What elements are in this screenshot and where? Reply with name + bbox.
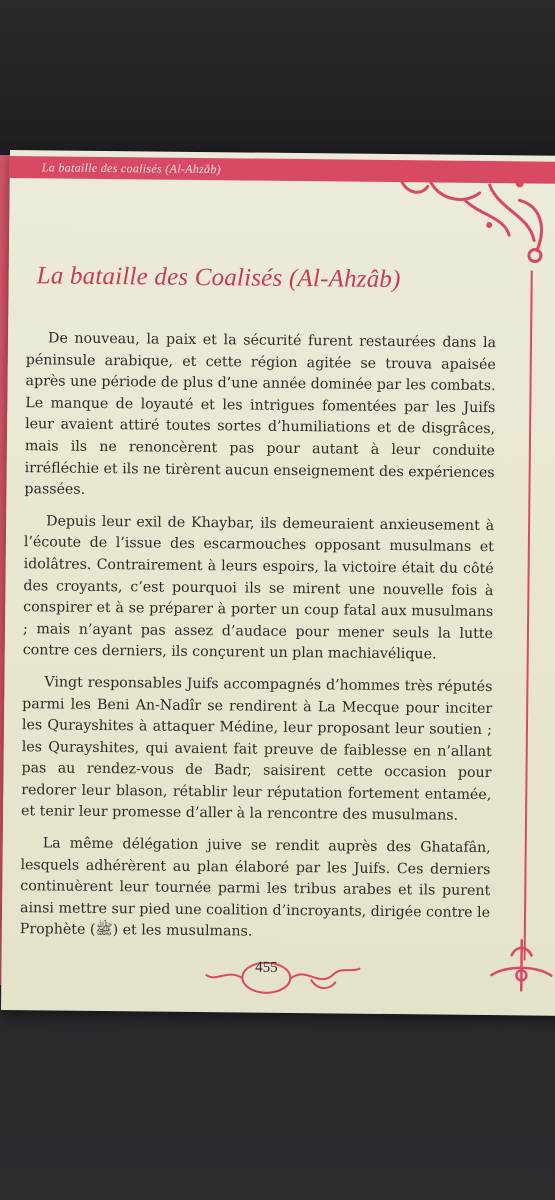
paragraph: La même délégation juive se rendit auprès des Ghatafân, lesquels adhérèrent au plan élaboré par les Juifs. Ces derniers continuèrent leur tournée parmi les tribus arabes et ils purent ainsi mettre sur pied une coalition d’incroyants, dirigée contre le Prophète (ﷺ) et les musulmans. xyxy=(19,835,491,941)
book-page xyxy=(1,150,555,1016)
paragraph: Vingt responsables Juifs accompagnés d’hommes très réputés parmi les Beni An-Nadîr se rendirent à La Mecque pour inciter les Qurayshites à attaquer Médine, leur proposant leur soutien ; les Qurayshites, qui avaient fait preuve de faiblesse en n’allant pas au rendez-vous de Badr, saisirent cette occasion pour redorer leur blason, rétablir leur réputation fortement entamée, et tenir leur promesse d’aller à la rencontre des musulmans. xyxy=(20,674,493,825)
body-text xyxy=(20,328,496,956)
corner-ornament-icon xyxy=(369,154,555,276)
running-header: La bataille des coalisés (Al-Ahzâb) xyxy=(41,160,222,177)
paragraph: De nouveau, la paix et la sécurité furent restaurées dans la péninsule arabique, et cette région agitée se trouva apaisée après une période de plus d’une année dominée par les combats. Le manque de loyauté et les intrigues fomentées par les Juifs leur avaient attiré toutes sortes d’humiliations et de disgrâces, mais ils ne renoncèrent pas pour autant à leur conduite irréfléchie et ils ne tirèrent aucun enseignement des expériences passées. xyxy=(24,330,497,498)
chapter-title: La bataille des Coalisés (Al-Ahzâb) xyxy=(36,262,401,294)
page-number: 455 xyxy=(255,959,278,976)
corner-flourish-icon xyxy=(481,935,555,996)
paragraph: Depuis leur exil de Khaybar, ils demeuraient anxieusement à l’écoute de l’issue des escarmouches opposant musulmans et idolâtres. Contrairement à leurs espoirs, la victoire était du côté des croyants, c’est pourquoi ils se mirent une nouvelle fois à conspirer et à se préparer à porter un coup fatal aux musulmans ; mais n’ayant pas assez d’audace pour mener seuls la lutte contre ces derniers, ils conçurent un plan machiavélique. xyxy=(22,513,495,663)
page-frame-rule xyxy=(524,270,533,960)
